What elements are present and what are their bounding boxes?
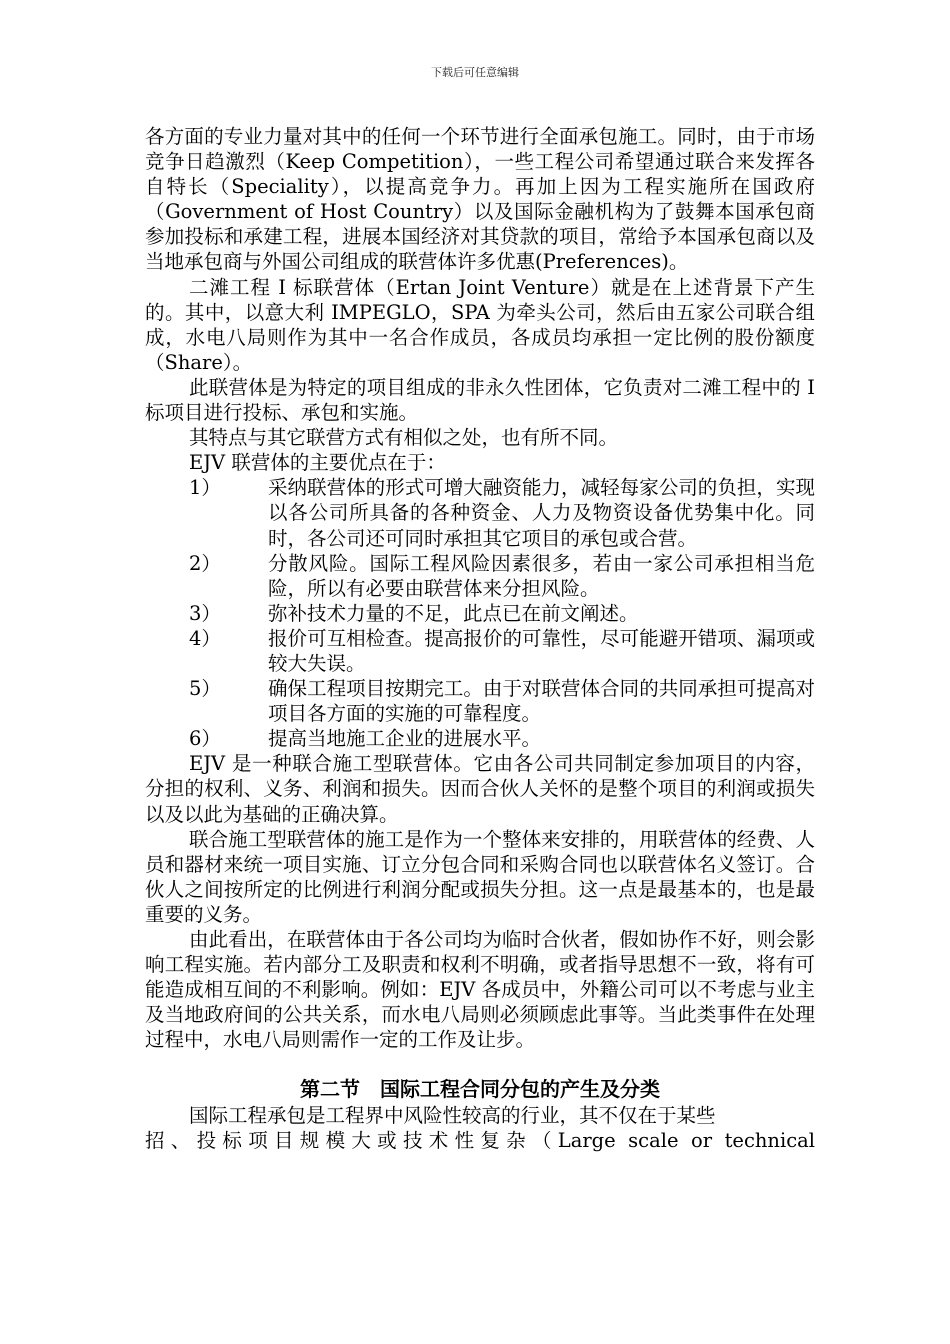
list-number: 1）	[189, 476, 221, 500]
document-body	[145, 124, 815, 1153]
list-number: 3）	[189, 601, 221, 625]
list-text: 确保工程项目按期完工。由于对联营体合同的共同承担可提高对项目各方面的实施的可靠程度。	[268, 677, 815, 726]
paragraph-6: EJV 是一种联合施工型联营体。它由各公司共同制定参加项目的内容，分担的权利、义务、利润和损失。因而合伙人关怀的是整个项目的利润或损失以及以此为基础的正确决算。	[145, 752, 815, 826]
paragraph-9-line-1: 国际工程承包是工程界中风险性较高的行业，其不仅在于某些	[189, 1103, 716, 1127]
list-number: 4）	[189, 626, 221, 650]
paragraph-5: EJV 联营体的主要优点在于：	[189, 451, 446, 475]
list-number: 5）	[189, 677, 221, 701]
paragraph-2: 二滩工程 I 标联营体（Ertan Joint Venture）就是在上述背景下产生的。其中，以意大利 IMPEGLO，SPA 为牵头公司，然后由五家公司联合组成，水电八局则作为其中一名合作成员，各成员均承担一定比例的股份额度（Share）。	[145, 275, 815, 374]
list-number: 6）	[189, 727, 221, 751]
list-text: 报价可互相检查。提高报价的可靠性，尽可能避开错项、漏项或较大失误。	[268, 626, 815, 675]
list-text: 分散风险。国际工程风险因素很多，若由一家公司承担相当危险，所以有必要由联营体来分担风险。	[268, 551, 815, 600]
list-item	[189, 726, 815, 751]
list-item	[189, 676, 815, 726]
paragraph-7: 联合施工型联营体的施工是作为一个整体来安排的，用联营体的经费、人员和器材来统一项目实施、订立分包合同和采购合同也以联营体名义签订。合伙人之间按所定的比例进行利润分配或损失分担。这一点是最基本的，也是最重要的义务。	[145, 827, 815, 926]
list-item	[189, 475, 815, 550]
list-text: 采纳联营体的形式可增大融资能力，减轻每家公司的负担，实现以各公司所具备的各种资金、人力及物资设备优势集中化。同时，各公司还可同时承担其它项目的承包或合营。	[268, 476, 815, 550]
paragraph-1: 各方面的专业力量对其中的任何一个环节进行全面承包施工。同时，由于市场竞争日趋激烈（Keep Competition），一些工程公司希望通过联合来发挥各自特长（Speciality），以提高竞争力。再加上因为工程实施所在国政府（Government of Host Country）以及国际金融机构为了鼓舞本国承包商参加投标和承建工程，进展本国经济对其贷款的项目，常给予本国承包商以及当地承包商与外国公司组成的联营体许多优惠(Preferences)。	[145, 125, 815, 274]
list-item	[189, 626, 815, 676]
paragraph-8: 由此看出，在联营体由于各公司均为临时合伙者，假如协作不好，则会影响工程实施。若内部分工及职责和权利不明确，或者指导思想不一致，将有可能造成相互间的不利影响。例如：EJV 各成员中，外籍公司可以不考虑与业主及当地政府间的公共关系，而水电八局则必须顾虑此事等。当此类事件在处理过程中，水电八局则需作一定的工作及让步。	[145, 928, 815, 1052]
paragraph-9-line-2: 招、投标项目规模大或技术性复杂（Large scale or technical	[145, 1128, 815, 1152]
list-text: 提高当地施工企业的进展水平。	[268, 727, 542, 751]
list-text: 弥补技术力量的不足，此点已在前文阐述。	[268, 601, 639, 625]
paragraph-3: 此联营体是为特定的项目组成的非永久性团体，它负责对二滩工程中的 I 标项目进行投标、承包和实施。	[145, 375, 815, 425]
page-header: 下载后可任意编辑	[431, 66, 519, 79]
list-number: 2）	[189, 551, 221, 575]
list-item	[189, 601, 815, 626]
section-title: 第二节 国际工程合同分包的产生及分类	[300, 1077, 660, 1102]
paragraph-4: 其特点与其它联营方式有相似之处，也有所不同。	[189, 426, 619, 450]
list-item	[189, 551, 815, 601]
advantages-list	[145, 475, 815, 751]
